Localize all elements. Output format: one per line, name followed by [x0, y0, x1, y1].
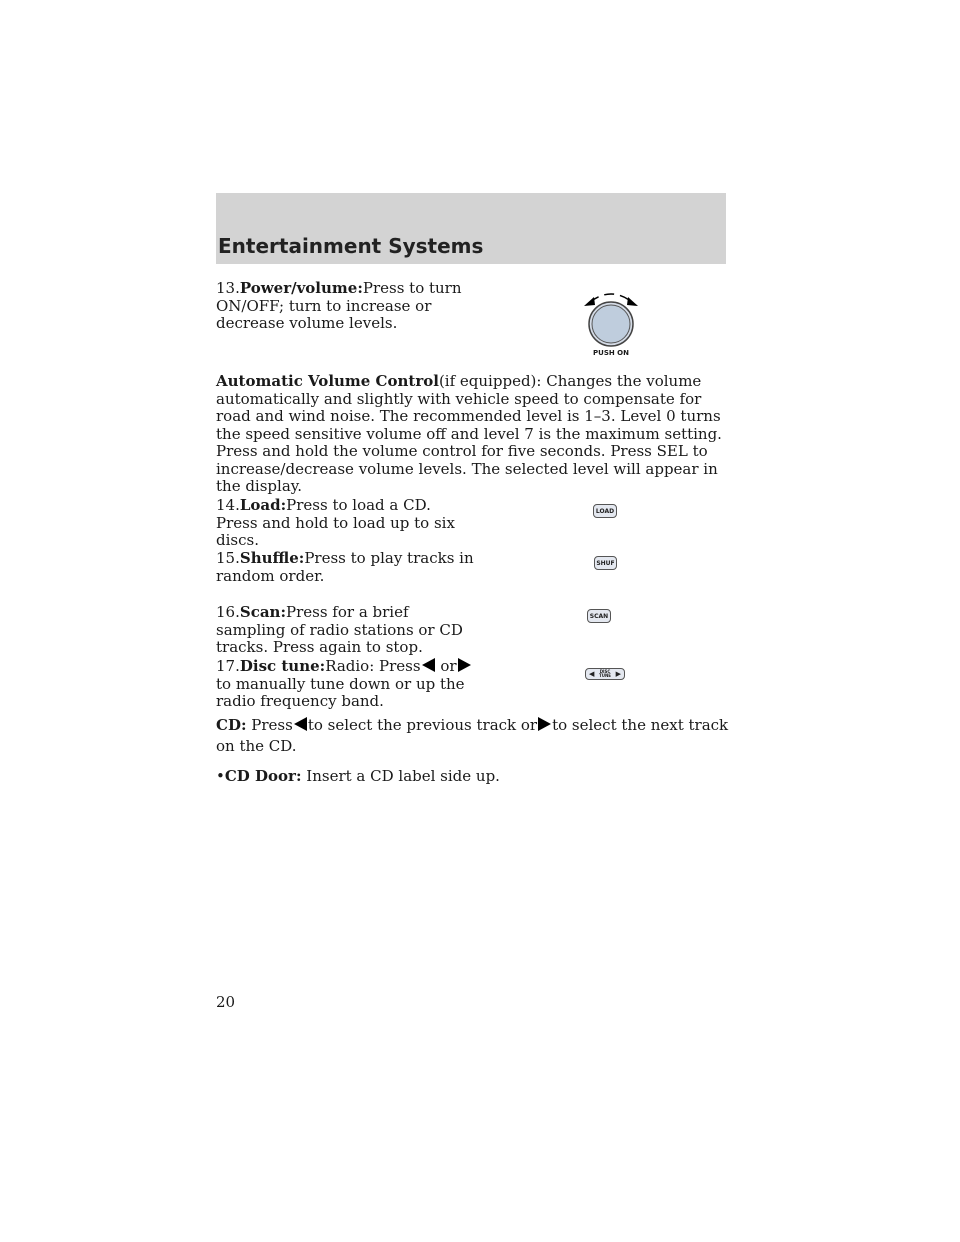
item-power-volume: 13.Power/volume:Press to turn ON/OFF; turn to increase or decrease volume levels. — [216, 279, 462, 332]
item-load: 14.Load:Press to load a CD. Press and hold to load up to six discs. — [216, 496, 455, 549]
item-disc-tune: 17.Disc tune:Radio: Press or to manually tune down or up the radio frequency band. — [216, 658, 478, 711]
item-avc: Automatic Volume Control(if equipped): Changes the volume automatically and slightly with vehicle speed to compensate for road and wind noise. The recommended level is 1–3. Level 0 turns the speed sensitive volume off and level 7 is the maximum setting. Press and hold the volume control for five seconds. Press SEL to increase/decrease volume levels. The selected level will appear in the display. — [216, 372, 722, 495]
item-shuffle: 15.Shuffle:Press to play tracks in random order. — [216, 549, 474, 585]
next-track-arrow-icon — [538, 717, 551, 731]
previous-track-arrow-icon — [294, 717, 307, 731]
disc-tune-button-icon: ◀ DISC TUNE ▶ — [585, 668, 625, 680]
item-label: Power/volume: — [239, 279, 363, 297]
page-number: 20 — [216, 993, 236, 1011]
push-on-label: PUSH ON — [593, 349, 629, 357]
disc-tune-right-arrow-icon: ▶ — [615, 670, 621, 678]
item-cd: CD: Press to select the previous track or to select the next track on the CD. — [216, 716, 729, 755]
seek-left-arrow-icon — [422, 658, 435, 672]
disc-tune-left-arrow-icon: ◀ — [589, 670, 595, 678]
scan-button-icon: SCAN — [587, 609, 611, 623]
seek-right-arrow-icon — [458, 658, 471, 672]
section-title: Entertainment Systems — [218, 234, 484, 258]
shuffle-button-icon: SHUF — [594, 556, 617, 570]
item-scan: 16.Scan:Press for a brief sampling of radio stations or CD tracks. Press again to stop. — [216, 603, 463, 656]
section-header — [216, 193, 726, 264]
item-cd-door: •CD Door: Insert a CD label side up. — [216, 767, 500, 785]
load-button-icon: LOAD — [593, 504, 617, 518]
power-volume-knob-icon — [580, 282, 642, 360]
